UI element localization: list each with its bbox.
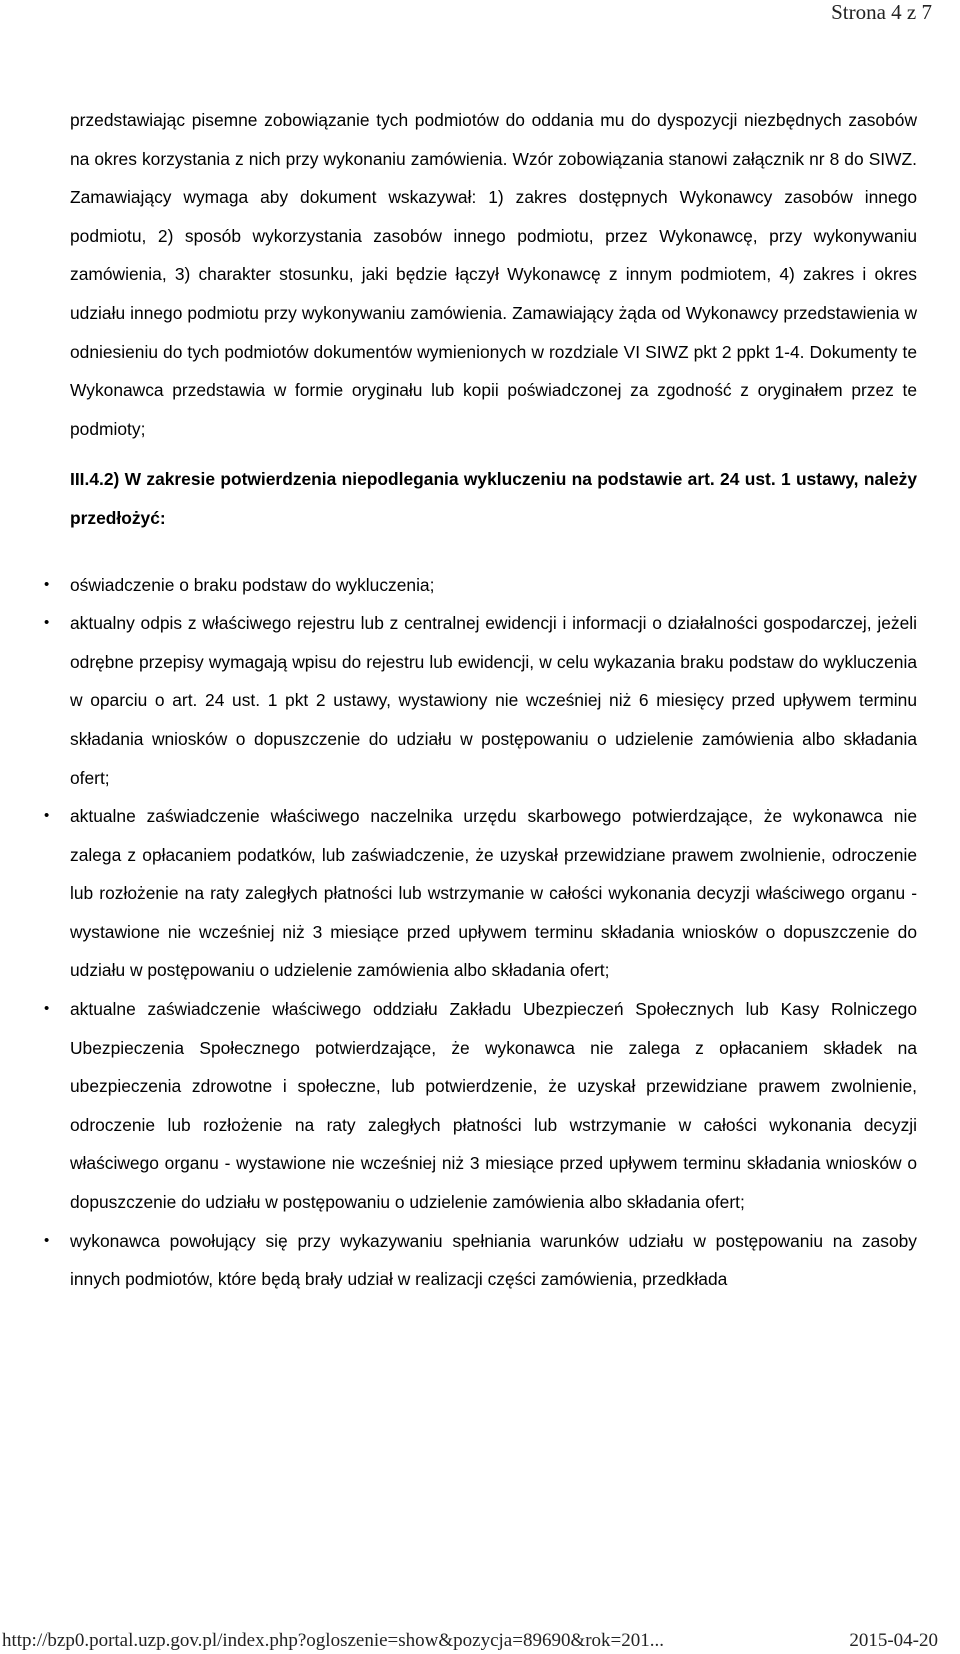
list-item — [44, 604, 917, 797]
intro-paragraph: przedstawiając pisemne zobowiązanie tych podmiotów do oddania mu do dyspozycji niezbędnych zasobów na okres korzystania z nich przy wykonaniu zamówienia. Wzór zobowiązania stanowi załącznik nr 8 do SIWZ. Zamawiający wymaga aby dokument wskazywał: 1) zakres dostępnych Wykonawcy zasobów innego podmiotu, 2) sposób wykorzystania zasobów innego podmiotu, przez Wykonawcę, przy wykonywaniu zamówienia, 3) charakter stosunku, jaki będzie łączył Wykonawcę z innym podmiotem, 4) zakres i okres udziału innego podmiotu przy wykonywaniu zamówienia. Zamawiający żąda od Wykonawcy przedstawienia w odniesieniu do tych podmiotów dokumentów wymienionych w rozdziale VI SIWZ pkt 2 ppkt 1-4. Dokumenty te Wykonawca przedstawia w formie oryginału lub kopii poświadczonej za zgodność z oryginałem przez te podmioty; — [70, 110, 917, 439]
bullet-icon: • — [44, 807, 50, 825]
list-item-text: aktualne zaświadczenie właściwego naczelnika urzędu skarbowego potwierdzające, że wykonawca nie zalega z opłacaniem podatków, lub zaświadczenie, że uzyskał przewidziane prawem zwolnienie, odroczenie lub rozłożenie na raty zaległych płatności lub wstrzymanie w całości wykonania decyzji właściwego organu - wystawione nie wcześniej niż 3 miesiące przed upływem terminu składania wniosków o dopuszczenie do udziału w postępowaniu o udzielenie zamówienia albo składania ofert; — [70, 806, 917, 981]
list-item — [44, 566, 917, 605]
list-item — [44, 1222, 917, 1299]
bullet-icon: • — [44, 614, 50, 632]
page-footer — [0, 1628, 960, 1654]
bullet-icon: • — [44, 1231, 50, 1249]
list-item — [44, 797, 917, 990]
footer-date: 2015-04-20 — [849, 1630, 938, 1651]
bullet-icon: • — [44, 1000, 50, 1018]
bullet-icon: • — [44, 575, 50, 593]
document-body — [44, 101, 917, 1299]
section-heading: III.4.2) W zakresie potwierdzenia niepodlegania wykluczeniu na podstawie art. 24 ust. 1 ustawy, należy przedłożyć: — [70, 469, 917, 528]
page-number-header: Strona 4 z 7 — [831, 0, 932, 24]
list-item-text: oświadczenie o braku podstaw do wykluczenia; — [70, 574, 435, 595]
list-item-text: aktualne zaświadczenie właściwego oddziału Zakładu Ubezpieczeń Społecznych lub Kasy Rolniczego Ubezpieczenia Społecznego potwierdzające, że wykonawca nie zalega z opłacaniem składek na ubezpieczenia zdrowotne i społeczne, lub potwierdzenie, że uzyskał przewidziane prawem zwolnienie, odroczenie lub rozłożenie na raty zaległych płatności lub wstrzymanie w całości wykonania decyzji właściwego organu - wystawione nie wcześniej niż 3 miesiące przed upływem terminu składania wniosków o dopuszczenie do udziału w postępowaniu o udzielenie zamówienia albo składania ofert; — [70, 999, 917, 1213]
list-item-text: wykonawca powołujący się przy wykazywaniu spełniania warunków udziału w postępowaniu na zasoby innych podmiotów, które będą brały udział w realizacji części zamówienia, przedkłada — [70, 1230, 917, 1290]
list-item — [44, 990, 917, 1222]
requirements-list — [44, 566, 917, 1299]
footer-url: http://bzp0.portal.uzp.gov.pl/index.php?ogloszenie=show&pozycja=89690&rok=201... — [2, 1630, 665, 1651]
list-item-text: aktualny odpis z właściwego rejestru lub z centralnej ewidencji i informacji o działalności gospodarczej, jeżeli odrębne przepisy wymagają wpisu do rejestru lub ewidencji, w celu wykazania braku podstaw do wykluczenia w oparciu o art. 24 ust. 1 pkt 2 ustawy, wystawiony nie wcześniej niż 6 miesięcy przed upływem terminu składania wniosków o dopuszczenie do udziału w postępowaniu o udzielenie zamówienia albo składania ofert; — [70, 613, 917, 788]
